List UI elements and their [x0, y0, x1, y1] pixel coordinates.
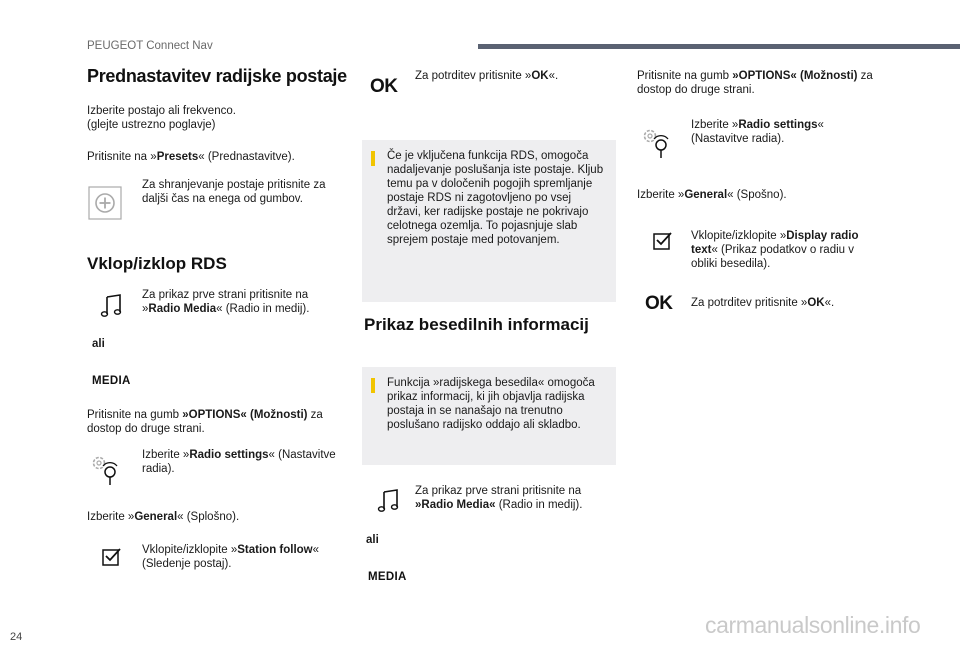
- note-radio-text: [362, 367, 616, 465]
- media-button-label: MEDIA: [368, 571, 407, 583]
- radio-settings-icon: [89, 452, 123, 486]
- page-number: 24: [10, 631, 23, 643]
- radio-settings-icon: [640, 125, 674, 159]
- step-station-follow: Vklopite/izklopite »Station follow« (Sledenje postaj).: [142, 544, 320, 570]
- paragraph-select-station: Izberite postajo ali frekvenco. (glejte ustrezno poglavje): [87, 105, 236, 131]
- note-accent-bar: [371, 378, 375, 393]
- or-label: ali: [92, 338, 105, 350]
- music-note-icon: [99, 292, 123, 320]
- paragraph-press-presets: Pritisnite na »Presets« (Prednastavitve).: [87, 151, 295, 163]
- step-display-radio-text: Vklopite/izklopite »Display radio text« (Prikaz podatkov o radiu v obliki besedila).: [691, 230, 859, 270]
- checkbox-icon: [101, 546, 123, 568]
- note-radio-text-body: Funkcija »radijskega besedila« omogoča prikaz informacij, ki jih objavlja radijska postaja in se nanašajo na trenutno poslušano radijsko oddajo ali skladbo.: [387, 377, 595, 431]
- or-label: ali: [366, 534, 379, 546]
- step-confirm-ok: Za potrditev pritisnite »OK«.: [415, 70, 559, 82]
- heading-rds: Vklop/izklop RDS: [87, 254, 227, 273]
- paragraph-general-2: Izberite »General« (Spošno).: [637, 189, 787, 201]
- preset-add-icon: [87, 185, 123, 221]
- media-button-label: MEDIA: [92, 375, 131, 387]
- paragraph-options: Pritisnite na gumb »OPTIONS« (Možnosti) za dostop do druge strani.: [87, 409, 323, 435]
- step-radio-settings: Izberite »Radio settings« (Nastavitve radia).: [142, 449, 336, 475]
- step-confirm-ok-2: Za potrditev pritisnite »OK«.: [691, 297, 835, 309]
- paragraph-options-2: Pritisnite na gumb »OPTIONS« (Možnosti) za dostop do druge strani.: [637, 70, 873, 96]
- step-radio-settings-2: Izberite »Radio settings« (Nastavitve radia).: [691, 119, 824, 145]
- header-bar: [478, 44, 960, 49]
- step-radio-media: Za prikaz prve strani pritisnite na »Radio Media« (Radio in medij).: [142, 289, 310, 315]
- music-note-icon: [376, 487, 400, 515]
- running-header: PEUGEOT Connect Nav: [87, 40, 213, 52]
- note-accent-bar: [371, 151, 375, 166]
- paragraph-general: Izberite »General« (Splošno).: [87, 511, 240, 523]
- checkbox-icon: [652, 230, 674, 252]
- note-rds: [362, 140, 616, 302]
- step-radio-media-2: Za prikaz prve strani pritisnite na »Radio Media« (Radio in medij).: [415, 485, 583, 511]
- ok-button-label: OK: [370, 76, 398, 97]
- note-rds-text: Če je vključena funkcija RDS, omogoča nadaljevanje poslušanja iste postaje. Kljub temu pa v določenih pogojih spremljanje postaje RDS ni zagotovljeno po vsej državi, ker radijske postaje ne pokrivajo celotnega ozemlja. To pojasnjuje slab sprejem postaje med potovanjem.: [387, 150, 604, 246]
- heading-presets: Prednastavitev radijske postaje: [87, 66, 347, 86]
- heading-radio-text: Prikaz besedilnih informacij: [364, 315, 589, 334]
- ok-button-label: OK: [645, 293, 673, 314]
- step-hold-button: Za shranjevanje postaje pritisnite za daljši čas na enega od gumbov.: [142, 179, 326, 205]
- watermark: carmanualsonline.info: [705, 612, 921, 638]
